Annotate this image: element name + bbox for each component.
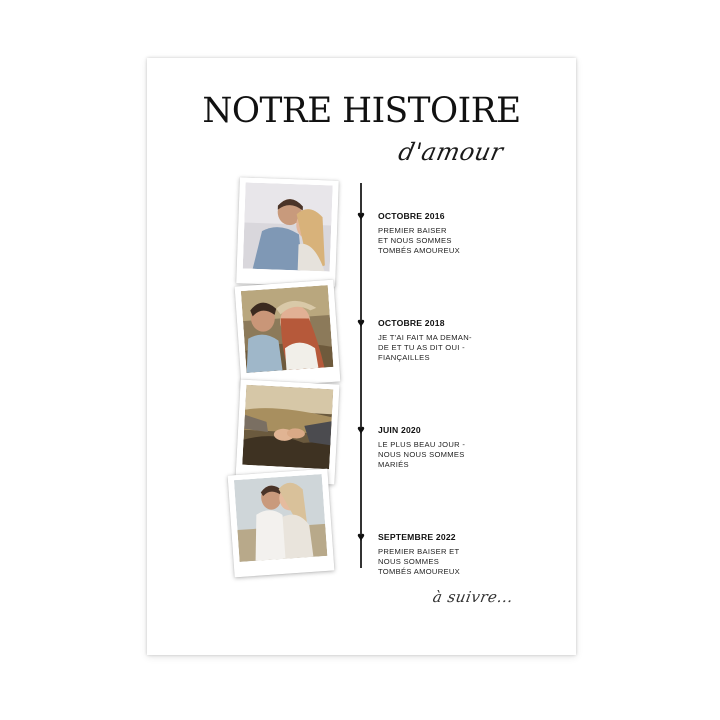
timeline-event bbox=[378, 211, 558, 256]
event-date: OCTOBRE 2018 bbox=[378, 318, 445, 328]
event-description: PREMIER BAISER ET NOUS SOMMES TOMBÉS AMOUREUX bbox=[378, 226, 460, 255]
event-description: PREMIER BAISER ET NOUS SOMMES TOMBÉS AMOUREUX bbox=[378, 547, 460, 576]
poster-subtitle: d'amour bbox=[396, 138, 506, 166]
heart-icon: ♥ bbox=[357, 422, 365, 437]
couple-photo-3 bbox=[242, 385, 333, 469]
event-description: LE PLUS BEAU JOUR - NOUS NOUS SOMMES MARIÉS bbox=[378, 440, 466, 469]
heart-icon: ♥ bbox=[357, 529, 365, 544]
closing-text: à suivre... bbox=[431, 588, 515, 606]
photo-polaroid-1 bbox=[236, 177, 339, 286]
timeline-event bbox=[378, 532, 558, 577]
couple-photo-4 bbox=[234, 474, 328, 562]
photo-polaroid-2 bbox=[235, 280, 341, 389]
event-date: JUIN 2020 bbox=[378, 425, 421, 435]
couple-photo-1 bbox=[243, 183, 333, 272]
event-description: JE T'AI FAIT MA DEMAN- DE ET TU AS DIT OUI - FIANÇAILLES bbox=[378, 333, 472, 362]
heart-icon: ♥ bbox=[357, 208, 365, 223]
timeline-event bbox=[378, 425, 558, 470]
heart-icon: ♥ bbox=[357, 315, 365, 330]
couple-photo-2 bbox=[241, 285, 334, 373]
poster-title: NOTRE HISTOIRE bbox=[202, 91, 521, 131]
event-date: SEPTEMBRE 2022 bbox=[378, 532, 456, 542]
timeline-event bbox=[378, 318, 558, 363]
timeline-line bbox=[360, 183, 362, 568]
photo-polaroid-4 bbox=[228, 469, 335, 578]
poster bbox=[147, 58, 576, 655]
event-date: OCTOBRE 2016 bbox=[378, 211, 445, 221]
